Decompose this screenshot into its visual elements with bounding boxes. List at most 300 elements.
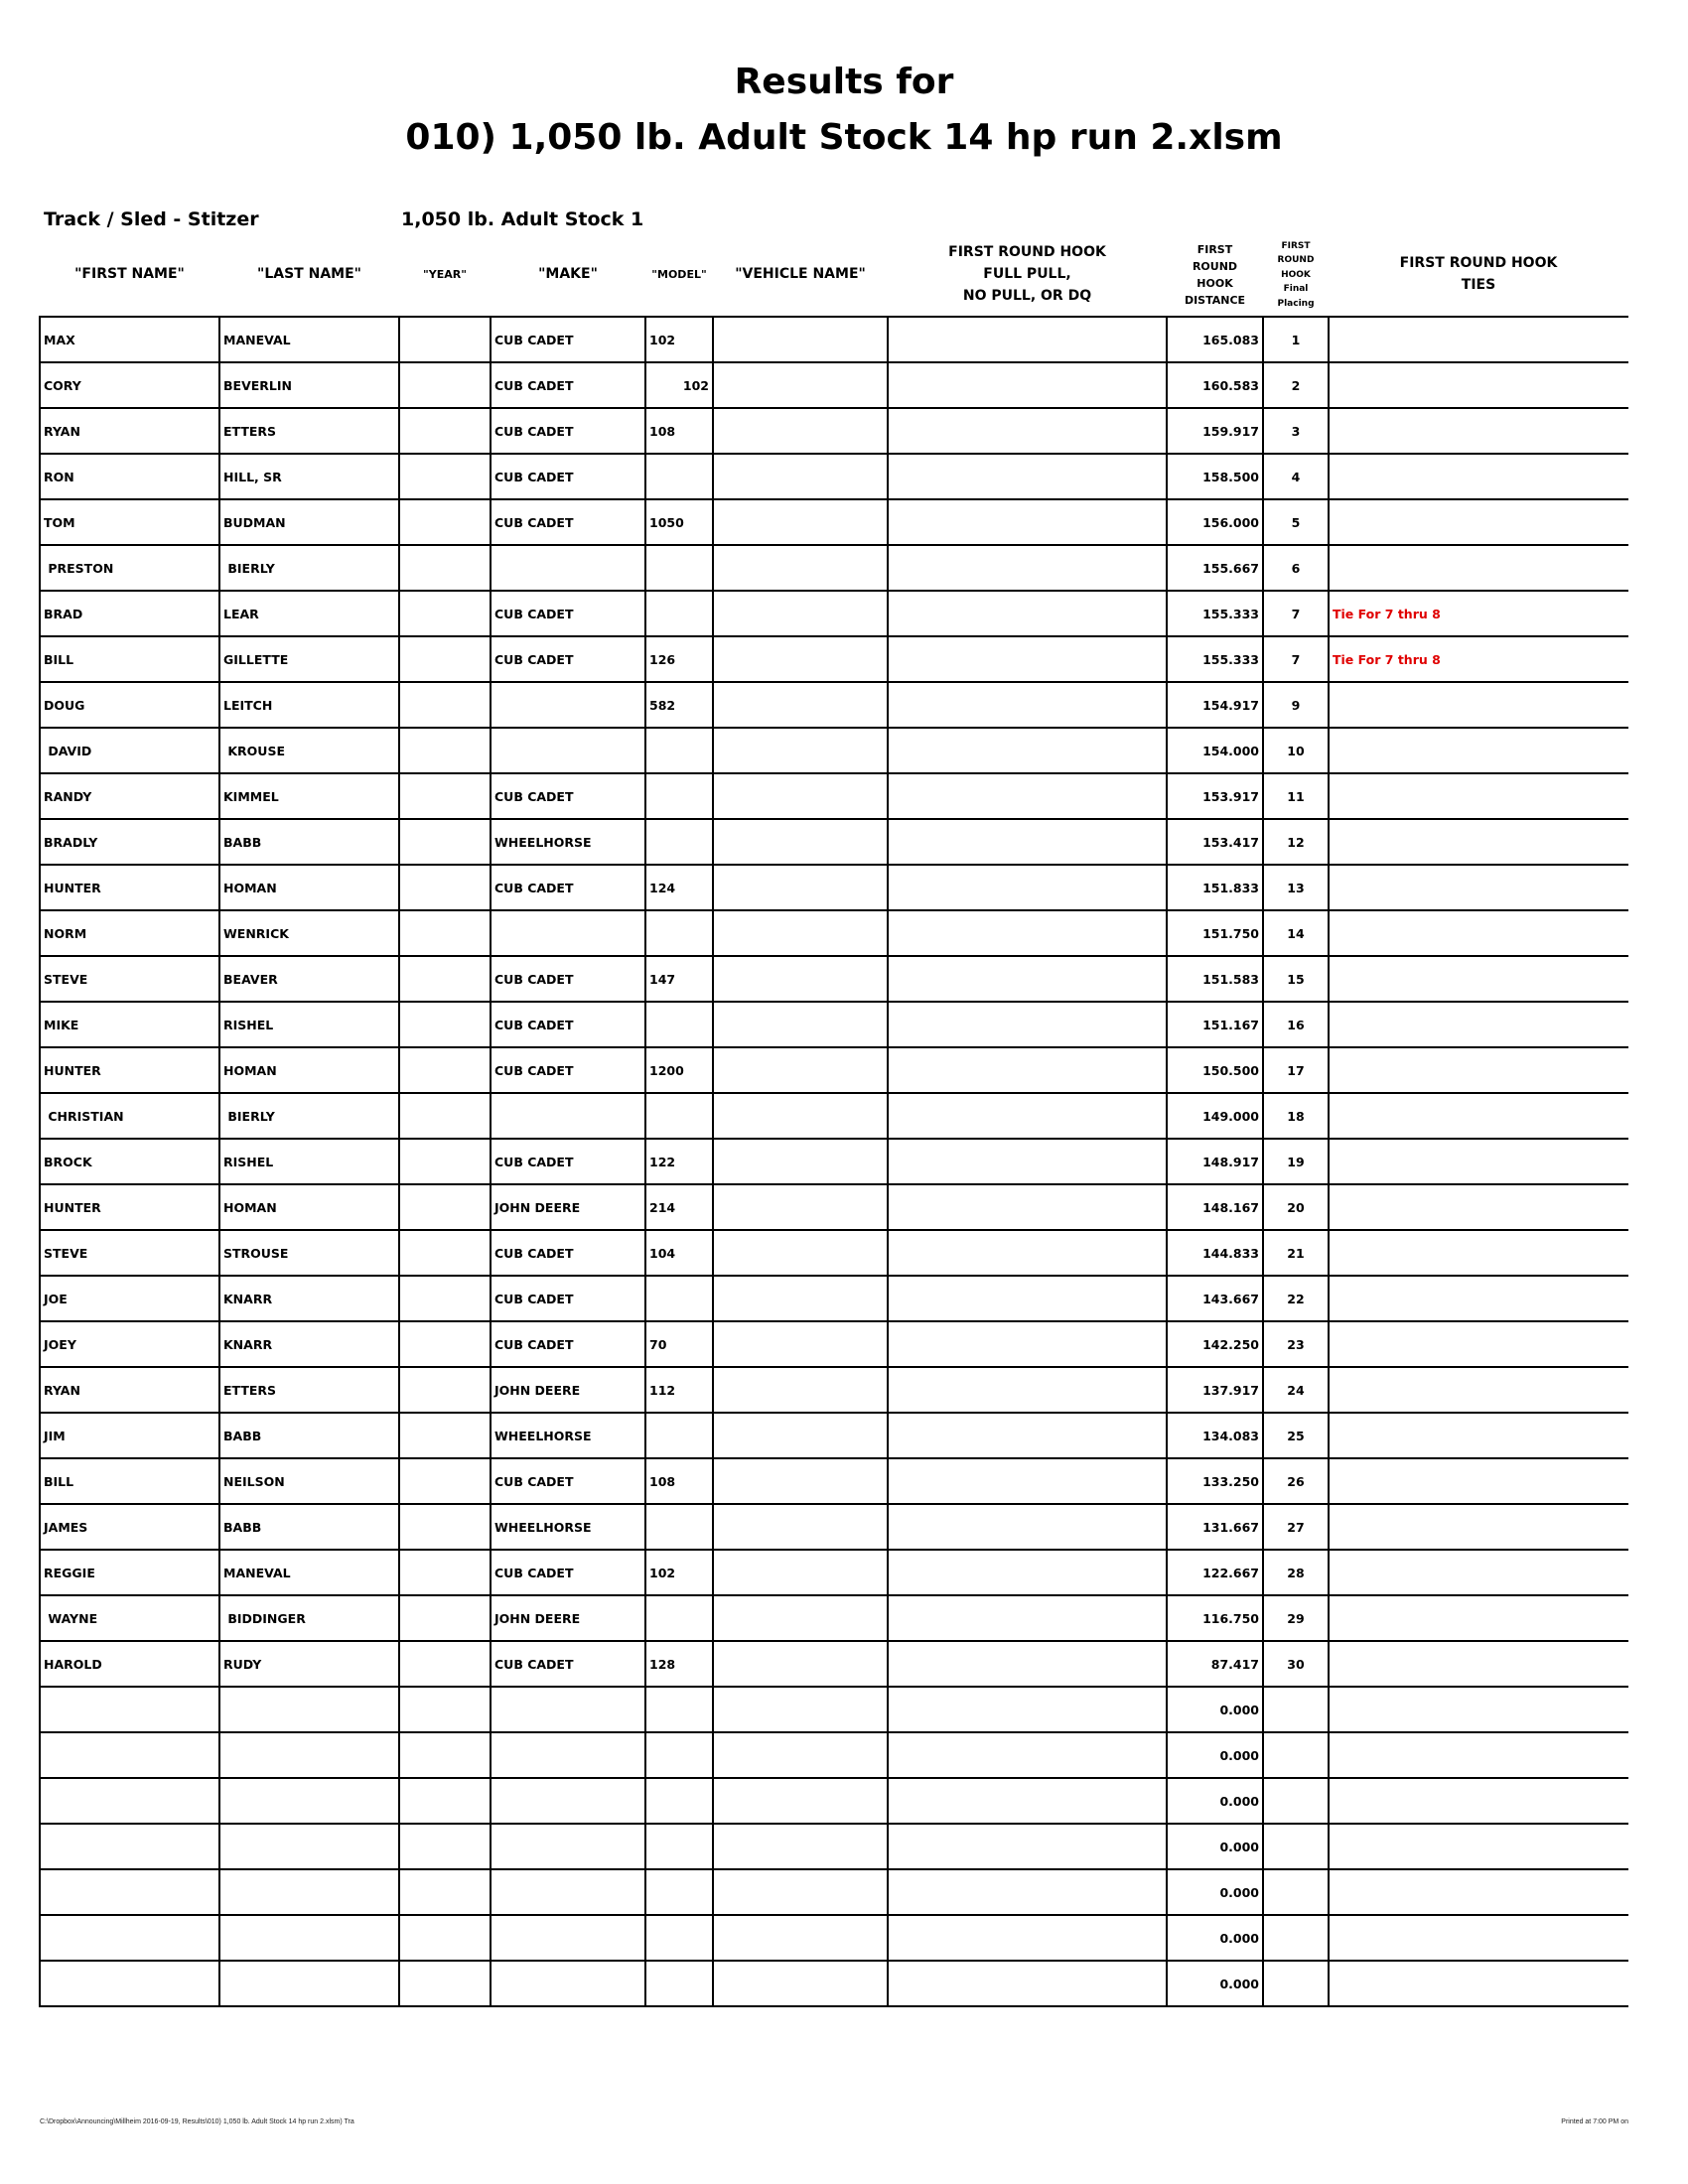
cell-first-name: PRESTON [40,545,219,591]
cell-year [399,1139,491,1184]
cell-tie [1329,1230,1628,1276]
cell-year [399,454,491,499]
cell-year [399,1778,491,1824]
cell-tie [1329,1139,1628,1184]
cell-last-name: MANEVAL [219,1550,399,1595]
cell-hook-result [888,865,1167,910]
cell-model: 582 [645,682,713,728]
cell-distance: 153.417 [1167,819,1263,865]
cell-hook-result [888,1732,1167,1778]
cell-vehicle-name [713,865,888,910]
cell-distance: 142.250 [1167,1321,1263,1367]
table-row [40,362,1628,408]
cell-first-name: MIKE [40,1002,219,1047]
cell-year [399,1321,491,1367]
cell-last-name: HILL, SR [219,454,399,499]
cell-tie [1329,1002,1628,1047]
cell-last-name [219,1869,399,1915]
cell-model: 70 [645,1321,713,1367]
table-row [40,956,1628,1002]
table-row [40,910,1628,956]
table-row [40,1915,1628,1961]
cell-last-name: ETTERS [219,408,399,454]
cell-make [491,1869,645,1915]
cell-placing: 24 [1263,1367,1329,1413]
cell-placing: 9 [1263,682,1329,728]
cell-placing: 16 [1263,1002,1329,1047]
cell-vehicle-name [713,728,888,773]
cell-distance: 87.417 [1167,1641,1263,1687]
cell-model [645,1961,713,2006]
cell-vehicle-name [713,1869,888,1915]
cell-distance: 155.667 [1167,545,1263,591]
cell-model: 122 [645,1139,713,1184]
cell-distance: 0.000 [1167,1778,1263,1824]
col-hook-result [888,234,1167,317]
cell-vehicle-name [713,1550,888,1595]
cell-last-name: HOMAN [219,1047,399,1093]
cell-make: CUB CADET [491,591,645,636]
cell-distance: 116.750 [1167,1595,1263,1641]
cell-hook-result [888,1504,1167,1550]
cell-placing: 5 [1263,499,1329,545]
cell-last-name: HOMAN [219,865,399,910]
cell-vehicle-name [713,1732,888,1778]
cell-model: 108 [645,1458,713,1504]
cell-placing [1263,1961,1329,2006]
cell-make: CUB CADET [491,865,645,910]
cell-year [399,682,491,728]
cell-year [399,1687,491,1732]
cell-distance: 154.000 [1167,728,1263,773]
cell-make: JOHN DEERE [491,1184,645,1230]
cell-last-name [219,1915,399,1961]
cell-hook-result [888,1869,1167,1915]
cell-make [491,1778,645,1824]
cell-hook-result [888,1093,1167,1139]
cell-placing: 4 [1263,454,1329,499]
cell-first-name: RYAN [40,408,219,454]
cell-first-name: RON [40,454,219,499]
placing-line-2: ROUND [1277,255,1315,266]
cell-tie [1329,1687,1628,1732]
cell-last-name: KNARR [219,1321,399,1367]
cell-make [491,545,645,591]
table-row [40,1824,1628,1869]
cell-hook-result [888,819,1167,865]
cell-year [399,1413,491,1458]
cell-distance: 134.083 [1167,1413,1263,1458]
cell-first-name: DOUG [40,682,219,728]
cell-tie: Tie For 7 thru 8 [1329,591,1628,636]
cell-year [399,1367,491,1413]
cell-first-name: HUNTER [40,1047,219,1093]
table-row [40,1321,1628,1367]
cell-hook-result [888,1595,1167,1641]
cell-first-name: HUNTER [40,1184,219,1230]
table-row [40,454,1628,499]
cell-tie [1329,362,1628,408]
cell-model: 102 [645,317,713,362]
cell-placing: 18 [1263,1093,1329,1139]
cell-last-name: RUDY [219,1641,399,1687]
cell-placing: 17 [1263,1047,1329,1093]
hook-result-line-3: NO PULL, OR DQ [962,287,1092,304]
cell-tie [1329,773,1628,819]
cell-model [645,1595,713,1641]
cell-first-name: TOM [40,499,219,545]
class-label: 1,050 lb. Adult Stock 1 [401,208,644,230]
cell-first-name: RANDY [40,773,219,819]
table-row [40,317,1628,362]
cell-last-name: BUDMAN [219,499,399,545]
cell-placing: 12 [1263,819,1329,865]
cell-year [399,1641,491,1687]
cell-vehicle-name [713,1778,888,1824]
cell-hook-result [888,545,1167,591]
cell-last-name: MANEVAL [219,317,399,362]
cell-year [399,1595,491,1641]
table-row [40,499,1628,545]
cell-vehicle-name [713,1961,888,2006]
cell-year [399,1915,491,1961]
cell-year [399,591,491,636]
cell-placing: 7 [1263,636,1329,682]
cell-first-name: JOEY [40,1321,219,1367]
cell-last-name: BEVERLIN [219,362,399,408]
cell-make [491,1093,645,1139]
distance-line-3: HOOK [1196,277,1233,290]
cell-model [645,1504,713,1550]
cell-placing [1263,1687,1329,1732]
table-row [40,636,1628,682]
cell-distance: 133.250 [1167,1458,1263,1504]
distance-line-1: FIRST [1196,242,1233,256]
cell-model [645,1093,713,1139]
cell-model: 147 [645,956,713,1002]
cell-model [645,545,713,591]
cell-distance: 122.667 [1167,1550,1263,1595]
table-row [40,1047,1628,1093]
cell-first-name [40,1915,219,1961]
col-first-name: "FIRST NAME" [74,266,185,283]
cell-vehicle-name [713,1321,888,1367]
cell-model: 102 [645,1550,713,1595]
cell-year [399,1002,491,1047]
cell-first-name [40,1961,219,2006]
cell-make: CUB CADET [491,362,645,408]
cell-model [645,819,713,865]
results-body [40,317,1628,2006]
cell-vehicle-name [713,362,888,408]
cell-placing: 14 [1263,910,1329,956]
cell-vehicle-name [713,1002,888,1047]
placing-line-4: Final [1283,284,1309,295]
placing-line-5: Placing [1277,298,1315,309]
cell-last-name: BEAVER [219,956,399,1002]
cell-distance: 0.000 [1167,1915,1263,1961]
cell-vehicle-name [713,454,888,499]
cell-tie [1329,1595,1628,1641]
cell-tie [1329,865,1628,910]
cell-placing: 25 [1263,1413,1329,1458]
cell-last-name: STROUSE [219,1230,399,1276]
cell-model [645,1824,713,1869]
cell-first-name: NORM [40,910,219,956]
cell-hook-result [888,773,1167,819]
table-row [40,1413,1628,1458]
distance-line-2: ROUND [1192,259,1238,273]
cell-year [399,1458,491,1504]
cell-placing: 1 [1263,317,1329,362]
cell-hook-result [888,1458,1167,1504]
cell-distance: 160.583 [1167,362,1263,408]
cell-distance: 0.000 [1167,1732,1263,1778]
cell-vehicle-name [713,819,888,865]
cell-placing: 6 [1263,545,1329,591]
cell-placing: 2 [1263,362,1329,408]
ties-line-1: FIRST ROUND HOOK [1399,255,1558,272]
cell-hook-result [888,1915,1167,1961]
cell-placing [1263,1732,1329,1778]
cell-make: CUB CADET [491,636,645,682]
cell-distance: 156.000 [1167,499,1263,545]
cell-vehicle-name [713,682,888,728]
cell-tie [1329,499,1628,545]
cell-distance: 0.000 [1167,1687,1263,1732]
cell-hook-result [888,1367,1167,1413]
cell-make: CUB CADET [491,408,645,454]
table-row [40,1550,1628,1595]
cell-distance: 165.083 [1167,317,1263,362]
cell-placing: 23 [1263,1321,1329,1367]
cell-tie [1329,1321,1628,1367]
cell-year [399,1230,491,1276]
cell-make [491,1732,645,1778]
cell-last-name: BIDDINGER [219,1595,399,1641]
cell-first-name: BRADLY [40,819,219,865]
cell-first-name: WAYNE [40,1595,219,1641]
cell-model: 214 [645,1184,713,1230]
cell-first-name: REGGIE [40,1550,219,1595]
cell-last-name: KNARR [219,1276,399,1321]
cell-model: 102 [645,362,713,408]
cell-last-name [219,1732,399,1778]
cell-year [399,1093,491,1139]
cell-first-name: JOE [40,1276,219,1321]
cell-placing: 13 [1263,865,1329,910]
cell-placing: 21 [1263,1230,1329,1276]
results-table [39,234,1628,2007]
cell-first-name: MAX [40,317,219,362]
cell-make: CUB CADET [491,773,645,819]
cell-last-name: WENRICK [219,910,399,956]
cell-year [399,865,491,910]
cell-hook-result [888,454,1167,499]
cell-make: WHEELHORSE [491,1413,645,1458]
cell-placing: 22 [1263,1276,1329,1321]
table-row [40,819,1628,865]
cell-hook-result [888,591,1167,636]
cell-vehicle-name [713,1230,888,1276]
cell-make [491,1961,645,2006]
cell-distance: 143.667 [1167,1276,1263,1321]
cell-vehicle-name [713,773,888,819]
cell-placing: 15 [1263,956,1329,1002]
cell-placing: 29 [1263,1595,1329,1641]
cell-tie [1329,819,1628,865]
cell-last-name: GILLETTE [219,636,399,682]
cell-last-name [219,1961,399,2006]
cell-tie [1329,956,1628,1002]
cell-vehicle-name [713,636,888,682]
cell-year [399,773,491,819]
cell-vehicle-name [713,1915,888,1961]
cell-vehicle-name [713,1504,888,1550]
cell-tie: Tie For 7 thru 8 [1329,636,1628,682]
cell-distance: 154.917 [1167,682,1263,728]
cell-make [491,728,645,773]
cell-distance: 150.500 [1167,1047,1263,1093]
cell-model [645,773,713,819]
cell-hook-result [888,1641,1167,1687]
cell-hook-result [888,910,1167,956]
footer-file-path: C:\Dropbox\Announcing\Millheim 2016-09-19, Results\010) 1,050 lb. Adult Stock 14 hp run 2.xlsm) Tra [40,2118,354,2125]
cell-make: JOHN DEERE [491,1595,645,1641]
cell-hook-result [888,1687,1167,1732]
cell-year [399,1276,491,1321]
cell-year [399,545,491,591]
cell-first-name [40,1687,219,1732]
col-distance [1167,234,1263,317]
cell-tie [1329,1550,1628,1595]
cell-vehicle-name [713,910,888,956]
cell-vehicle-name [713,1047,888,1093]
cell-distance: 155.333 [1167,636,1263,682]
distance-line-4: DISTANCE [1184,294,1246,308]
placing-line-1: FIRST [1281,241,1311,252]
cell-vehicle-name [713,1413,888,1458]
footer-printed-at: Printed at 7:00 PM on [1561,2118,1628,2125]
cell-hook-result [888,1550,1167,1595]
cell-tie [1329,1915,1628,1961]
cell-make: CUB CADET [491,1047,645,1093]
cell-model [645,910,713,956]
table-row [40,1276,1628,1321]
cell-vehicle-name [713,1139,888,1184]
cell-year [399,1504,491,1550]
cell-year [399,1732,491,1778]
cell-last-name [219,1824,399,1869]
cell-first-name: CHRISTIAN [40,1093,219,1139]
table-row [40,1961,1628,2006]
cell-model [645,1778,713,1824]
cell-model [645,1002,713,1047]
cell-hook-result [888,1139,1167,1184]
cell-make: CUB CADET [491,956,645,1002]
cell-tie [1329,408,1628,454]
cell-vehicle-name [713,408,888,454]
cell-last-name: ETTERS [219,1367,399,1413]
cell-model: 124 [645,865,713,910]
cell-first-name: JAMES [40,1504,219,1550]
table-row [40,1641,1628,1687]
cell-make: JOHN DEERE [491,1367,645,1413]
cell-first-name: RYAN [40,1367,219,1413]
cell-vehicle-name [713,1276,888,1321]
cell-hook-result [888,499,1167,545]
cell-tie [1329,1824,1628,1869]
table-row [40,591,1628,636]
page-subtitle: 010) 1,050 lb. Adult Stock 14 hp run 2.xlsm [405,117,1283,158]
cell-tie [1329,1413,1628,1458]
table-row [40,1002,1628,1047]
cell-make: CUB CADET [491,454,645,499]
cell-make: CUB CADET [491,317,645,362]
cell-hook-result [888,1230,1167,1276]
cell-vehicle-name [713,499,888,545]
cell-make [491,910,645,956]
table-row [40,682,1628,728]
cell-distance: 144.833 [1167,1230,1263,1276]
col-ties [1329,234,1628,317]
cell-make: CUB CADET [491,1550,645,1595]
cell-make: CUB CADET [491,1230,645,1276]
cell-tie [1329,1961,1628,2006]
table-row [40,1139,1628,1184]
cell-first-name: HUNTER [40,865,219,910]
cell-first-name [40,1869,219,1915]
cell-hook-result [888,728,1167,773]
cell-placing: 11 [1263,773,1329,819]
cell-vehicle-name [713,1641,888,1687]
cell-last-name: RISHEL [219,1002,399,1047]
cell-model [645,1732,713,1778]
cell-last-name: KROUSE [219,728,399,773]
cell-tie [1329,1093,1628,1139]
cell-make: CUB CADET [491,1139,645,1184]
cell-distance: 151.583 [1167,956,1263,1002]
cell-model: 1200 [645,1047,713,1093]
cell-model: 126 [645,636,713,682]
hook-result-line-1: FIRST ROUND HOOK [948,244,1106,261]
cell-year [399,1184,491,1230]
table-row [40,1869,1628,1915]
col-vehicle-name: "VEHICLE NAME" [735,266,866,283]
cell-hook-result [888,1824,1167,1869]
cell-vehicle-name [713,1687,888,1732]
table-row [40,865,1628,910]
cell-tie [1329,1778,1628,1824]
cell-tie [1329,454,1628,499]
cell-make [491,1687,645,1732]
col-model: "MODEL" [651,268,707,282]
cell-tie [1329,728,1628,773]
header-row [40,234,1628,317]
cell-tie [1329,910,1628,956]
table-row [40,1367,1628,1413]
cell-vehicle-name [713,591,888,636]
cell-hook-result [888,1276,1167,1321]
cell-first-name: STEVE [40,1230,219,1276]
cell-vehicle-name [713,1824,888,1869]
cell-model [645,728,713,773]
cell-placing [1263,1915,1329,1961]
cell-first-name: JIM [40,1413,219,1458]
cell-first-name: BRAD [40,591,219,636]
track-label: Track / Sled - Stitzer [44,208,259,230]
cell-year [399,1047,491,1093]
